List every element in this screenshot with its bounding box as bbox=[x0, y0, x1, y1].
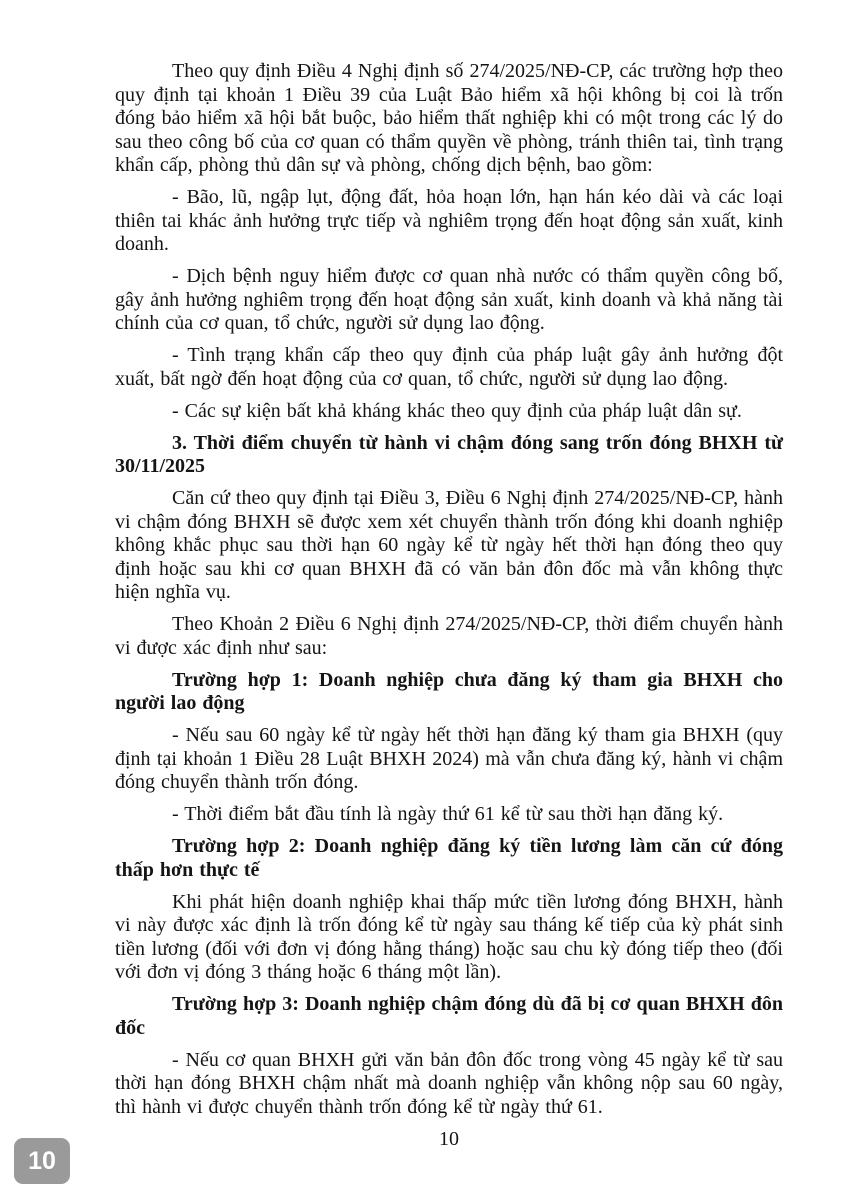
bullet-item: - Nếu cơ quan BHXH gửi văn bản đôn đốc trong vòng 45 ngày kể từ sau thời hạn đóng BHXH chậm nhất mà doanh nghiệp vẫn không nộp sau 60 ngày, thì hành vi được chuyển thành trốn đóng kể từ ngày thứ 61. bbox=[115, 1048, 783, 1118]
case-2-heading: Trường hợp 2: Doanh nghiệp đăng ký tiền lương làm căn cứ đóng thấp hơn thực tế bbox=[115, 835, 783, 881]
page-indicator-badge: 10 bbox=[14, 1138, 70, 1184]
case-3-heading: Trường hợp 3: Doanh nghiệp chậm đóng dù đã bị cơ quan BHXH đôn đốc bbox=[115, 993, 783, 1039]
document-page bbox=[115, 60, 783, 1151]
paragraph: Căn cứ theo quy định tại Điều 3, Điều 6 Nghị định 274/2025/NĐ-CP, hành vi chậm đóng BHXH sẽ được xem xét chuyển thành trốn đóng khi doanh nghiệp không khắc phục sau thời hạn 60 ngày kể từ ngày hết thời hạn đóng theo quy định hoặc sau khi cơ quan BHXH đã có văn bản đôn đốc mà vẫn không thực hiện nghĩa vụ. bbox=[115, 487, 784, 603]
paragraph: Khi phát hiện doanh nghiệp khai thấp mức tiền lương đóng BHXH, hành vi này được xác định là trốn đóng kể từ ngày sau tháng kế tiếp của kỳ phát sinh tiền lương (đối với đơn vị đóng hằng tháng) hoặc sau chu kỳ đóng tiếp theo (đối với đơn vị đóng 3 tháng hoặc 6 tháng một lần). bbox=[115, 890, 783, 983]
bullet-item: - Bão, lũ, ngập lụt, động đất, hỏa hoạn lớn, hạn hán kéo dài và các loại thiên tai khác ảnh hưởng trực tiếp và nghiêm trọng đến hoạt động sản xuất, kinh doanh. bbox=[115, 186, 783, 255]
case-1-heading: Trường hợp 1: Doanh nghiệp chưa đăng ký tham gia BHXH cho người lao động bbox=[115, 668, 783, 714]
section-heading: 3. Thời điểm chuyển từ hành vi chậm đóng sang trốn đóng BHXH từ 30/11/2025 bbox=[115, 431, 783, 477]
bullet-item: - Nếu sau 60 ngày kể từ ngày hết thời hạn đăng ký tham gia BHXH (quy định tại khoản 1 Điều 28 Luật BHXH 2024) mà vẫn chưa đăng ký, hành vi chậm đóng chuyển thành trốn đóng. bbox=[115, 724, 783, 793]
page-number: 10 bbox=[439, 1127, 459, 1150]
paragraph: Theo quy định Điều 4 Nghị định số 274/2025/NĐ-CP, các trường hợp theo quy định tại khoản 1 Điều 39 của Luật Bảo hiểm xã hội không bị coi là trốn đóng bảo hiểm xã hội bắt buộc, bảo hiểm thất nghiệp khi có một trong các lý do sau theo công bố của cơ quan có thẩm quyền về phòng, tránh thiên tai, tình trạng khẩn cấp, phòng thủ dân sự và phòng, chống dịch bệnh, bao gồm: bbox=[115, 60, 783, 176]
bullet-item: - Thời điểm bắt đầu tính là ngày thứ 61 kể từ sau thời hạn đăng ký. bbox=[172, 803, 724, 825]
bullet-item: - Tình trạng khẩn cấp theo quy định của pháp luật gây ảnh hưởng đột xuất, bất ngờ đến hoạt động của cơ quan, tổ chức, người sử dụng lao động. bbox=[115, 344, 783, 390]
bullet-item: - Các sự kiện bất khả kháng khác theo quy định của pháp luật dân sự. bbox=[172, 399, 742, 422]
bullet-item: - Dịch bệnh nguy hiểm được cơ quan nhà nước có thẩm quyền công bố, gây ảnh hưởng nghiêm trọng đến hoạt động sản xuất, kinh doanh và khả năng tài chính của cơ quan, tổ chức, người sử dụng lao động. bbox=[115, 265, 783, 334]
paragraph: Theo Khoản 2 Điều 6 Nghị định 274/2025/NĐ-CP, thời điểm chuyển hành vi được xác định như sau: bbox=[115, 613, 783, 659]
